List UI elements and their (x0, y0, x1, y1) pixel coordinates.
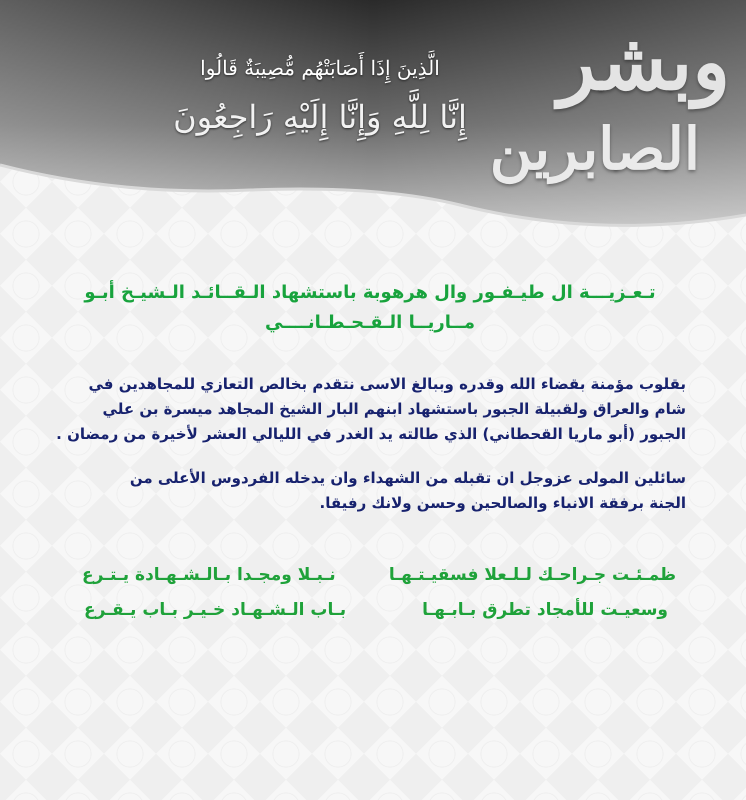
calligraphy-word-2: الصابرين (489, 115, 700, 183)
quran-verse-line-2: إِنَّا لِلَّهِ وَإِنَّا إِلَيْهِ رَاجِعُونَ (173, 98, 467, 136)
quran-verse-line-1: الَّذِينَ إِذَا أَصَابَتْهُم مُّصِيبَةٌ قَالُوا (200, 56, 440, 80)
poem-line-1-first-half: ظمـئـت جـراحـك لـلـعلا فسقيـتـهـا (388, 565, 676, 585)
poem-line-1-second-half: نـبـلا ومجـدا بـالـشـهـادة يـتـرع (82, 565, 336, 585)
poem-line-2-second-half: بـاب الـشـهـاد خـيـر بـاب يـقـرع (84, 600, 347, 620)
poem-line-2-first-half: وسعيـت للأمجاد تطرق بـابـهـا (422, 600, 668, 620)
condolence-title: تـعـزيـــة ال طيـفـور وال هرهوبة باستشهاد الـقــائـد الـشيـخ أبـو مــاريــا الـقـحـطـانــــي (84, 282, 656, 333)
calligraphy-word-1: وبشر (558, 17, 730, 108)
condolence-paragraph-1: بقلوب مؤمنة بقضاء الله وقدره وببالغ الاسى نتقدم بخالص التعازي للمجاهدين في شام والعراق ولقبيلة الجبور باستشهاد ابنهم البار الشيخ المجاهد ميسرة بن علي الجبور (أبو ماريا القحطاني) الذي طالته يد الغدر في الليالي العشر لأخيرة من رمضان . (56, 375, 686, 443)
condolence-paragraph-2: سائلين المولى عزوجل ان تقبله من الشهداء وان يدخله الفردوس الأعلى من الجنة برفقة الانباء والصالحين وحسن ولانك رفيقا. (129, 469, 686, 512)
